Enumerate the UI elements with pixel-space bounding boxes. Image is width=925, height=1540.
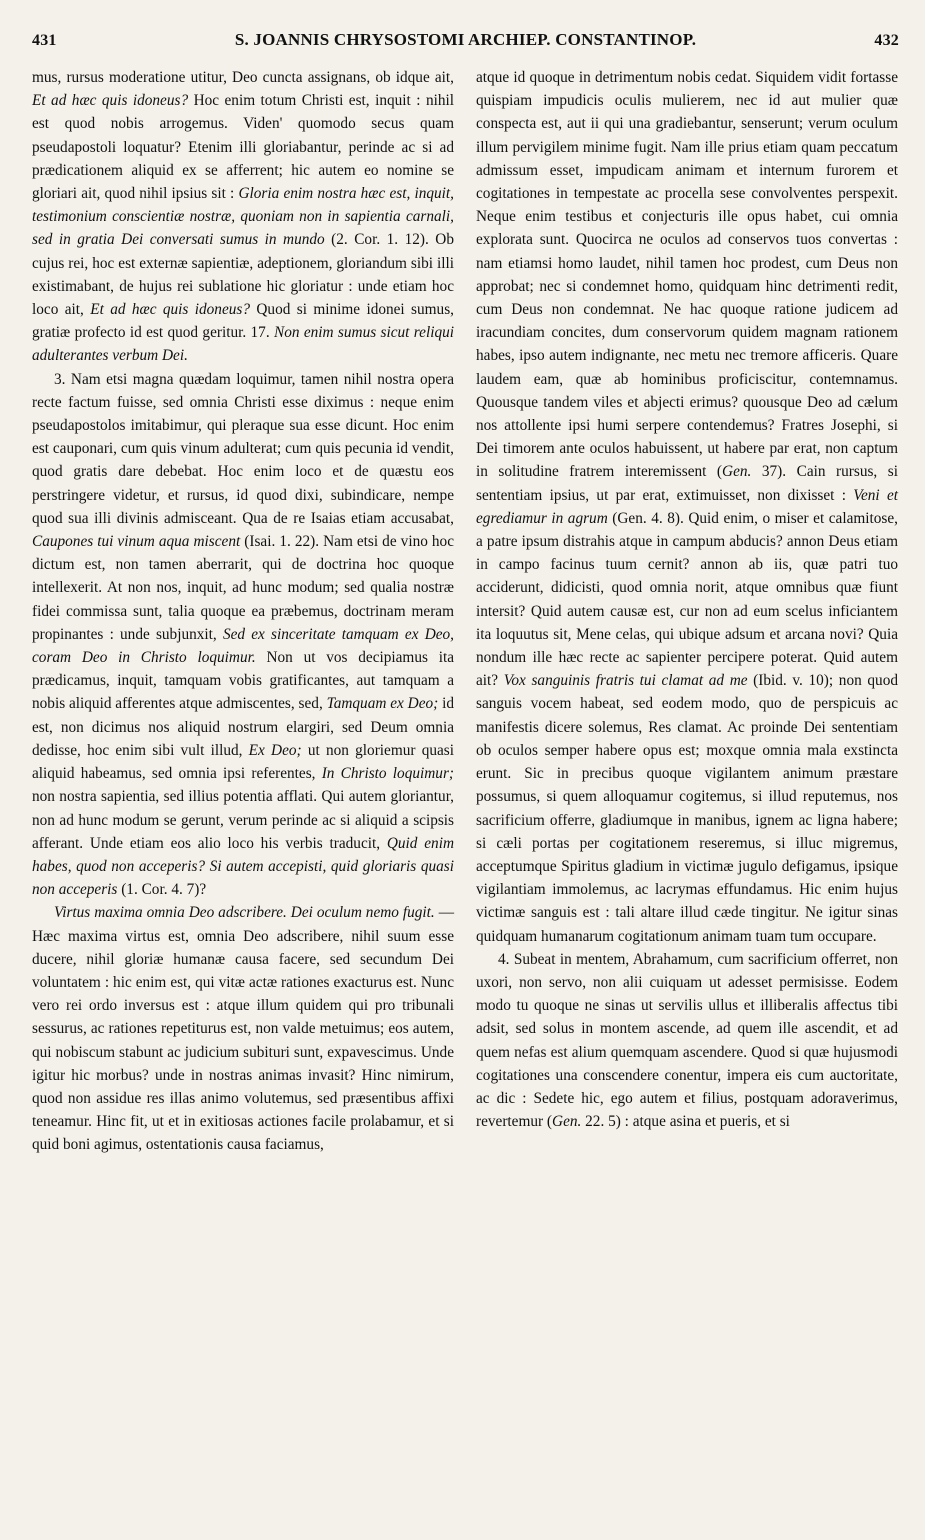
right-column-number: 432 bbox=[874, 32, 899, 49]
section-heading: Virtus maxima omnia Deo adscribere. Dei oculum nemo fugit. bbox=[54, 904, 435, 922]
left-column bbox=[32, 66, 454, 1157]
text-columns bbox=[32, 66, 899, 1157]
paragraph: 4. Subeat in mentem, Abrahamum, cum sacrificium offerret, non uxori, non servo, non alii cuiquam ut adesset permisisse. Eodem modo tu quoque ne sinas ut servilis ullus et illiberalis affectus tibi adsit, sed solus in montem ascende, ad quem ille ascendit, et ad quem nefas est alium quemquam ascendere. Quod si quæ hujusmodi cogitationes una conscendere conentur, impera eis cum auctoritate, ac dic : Sedete hic, ego autem et filius, postquam adoraverimus, revertemur (Gen. 22. 5) : atque asina et pueris, et si bbox=[476, 950, 898, 1131]
left-column-number: 431 bbox=[32, 32, 57, 49]
paragraph: mus, rursus moderatione utitur, Deo cuncta assignans, ob idque ait, Et ad hæc quis idoneus? Hoc enim totum Christi est, inquit : nihil est quod nobis arrogemus. Viden' quomodo secus quam pseudapostoli loquatur? Etenim illi gloriabantur, perinde ac si ad prædicationem aliquid ex se afferrent; hic autem eo nomine se gloriari ait, quod nihil ipsius sit : Gloria enim nostra hæc est, inquit, testimonium conscientiæ nostræ, quoniam non in sapientia carnali, sed in gratia Dei conversati sumus in mundo (2. Cor. 1. 12). Ob cujus rei, hoc est externæ sapientiæ, adeptionem, gloriandum sibi illi existimabant, de hujus rei sublatione hic gloriatur : unde etiam hoc loco ait, Et ad hæc quis idoneus? Quod si minime idonei sumus, gratiæ profecto id est quod geritur. 17. Non enim sumus sicut reliqui adulterantes verbum Dei. bbox=[32, 69, 454, 365]
running-header bbox=[32, 30, 899, 58]
running-title: S. JOANNIS CHRYSOSTOMI ARCHIEP. CONSTANTINOP. bbox=[234, 30, 697, 49]
paragraph: Virtus maxima omnia Deo adscribere. Dei oculum nemo fugit. — Hæc maxima virtus est, omnia Deo adscribere, nihil suum esse ducere, nihil gloriæ humanæ causa facere, sed secundum Dei voluntatem : hic enim est, qui vitæ actæ rationes exacturus est. Nunc vero rei ordo inversus est : atque illum quidem qui pro tribunali sessurus, ac rationes repetiturus est, non valde metuimus; eos autem, qui nobiscum stabunt ac judicium subituri sunt, expavescimus. Unde igitur hic morbus? unde in nostras animas invasit? Hinc nimirum, quod non assidue res illas animo volutemus, sed præsentibus affixi teneamur. Hinc fit, ut et in exitiosas actiones facile prolabamur, et si quid boni agimus, ostentationis causa faciamus, bbox=[32, 904, 454, 1154]
paragraph: atque id quoque in detrimentum nobis cedat. Siquidem vidit fortasse quispiam impudicis oculis mulierem, nec id aut mulier quæ conspecta est, aut ii qui una gradiebantur, senserunt; verum oculum illum pervigilem minime fugit. Nam ille prius etiam quam peccatum admissum esset, impudicam animam et internum furorem et cogitationes in tempestate ac procella sese convolventes perspexit. Neque enim testibus et conjecturis ille opus habet, cui omnia explorata sunt. Quocirca ne oculos ad conservos tuos convertas : nam etiamsi homo laudet, nihil tamen hoc prodest, cum Deus non approbat; nec si condemnet homo, quidquam hinc detrimenti redit, cum Deus non condemnat. Ne hac quoque ratione judicem ad iracundiam concites, dum conservorum quidem magnam rationem habes, ipso autem indignante, nec metu nec tremore afficeris. Quare laudem eam, quæ ab hominibus proficiscitur, contemnamus. Quousque tandem viles et abjecti erimus? quousque Deo ad cælum nos attollente ipsi humi serpere contendemus? Fratres Josephi, si Dei timorem ante oculos habuissent, ut habere par erat, non captum in solitudine fratrem interemissent (Gen. 37). Cain rursus, si sententiam ipsius, ut par erat, extimuisset, non dixisset : Veni et egrediamur in agrum (Gen. 4. 8). Quid enim, o miser et calamitose, a patre ipsum distrahis atque in campum abducis? annon Deus etiam in campo facinus tuum cernit? annon ab iis, quæ patri tuo acciderunt, didicisti, quod omnia norit, atque omnibus quæ fiunt intersit? Quid autem causæ est, cur non ad eum scelus inficiantem ita loquutus sit, Mene celas, qui ubique adsum et arcana novi? Quia nondum ille hæc recte ac sapienter percipere poterat. Quid autem ait? Vox sanguinis fratris tui clamat ad me (Ibid. v. 10); non quod sanguis vocem habeat, sed eodem modo, quo de perspicuis ac manifestis dicere solemus, Res clamat. Ac proinde Dei sententiam ob oculos semper habere opus est; moxque omnia mala exstincta erunt. Sic in precibus quoque vigilantem animum præstare possumus, si quem alloquamur cogitemus, si illud reputemus, nos sacrificium offerre, gladiumque in manibus, ignem ac ligna habere; si cæli portas per cogitationem reseremus, si illuc migremus, acceptumque Spiritus gladium in victimæ jugulo defigamus, ipsique vigilantiam immolemus, ac lacrymas effundamus. Hic enim hujus victimæ sanguis est : tali altare illud cæde tingitur. Ne igitur sinas quidquam humanarum cogitationum animam tuam tum occupare. bbox=[476, 69, 898, 945]
paragraph: 3. Nam etsi magna quædam loquimur, tamen nihil nostra opera recte factum fuisse, sed omnia Christi esse diximus : neque enim pseudapostolos imitabimur, qui pleraque sua esse dicunt. Hoc enim est cauponari, cum quis vinum adulterat; cum quis pecunia id vendit, quod gratis dare debebat. Hoc enim loco et de quæstu eos perstringere videtur, et rursus, id quod dixi, subindicare, nempe quod sua illi divinis admisceant. Qua de re Isaias etiam accusabat, Caupones tui vinum aqua miscent (Isai. 1. 22). Nam etsi de vino hoc dictum est, non tamen aberrarit, qui de doctrina hoc quoque intellexerit. At non nos, inquit, ad hunc modum; sed qualia nostræ fidei commissa sunt, talia quoque ea præbemus, doctrinam meram propinantes : unde subjunxit, Sed ex sinceritate tamquam ex Deo, coram Deo in Christo loquimur. Non ut vos decipiamus ita prædicamus, inquit, tamquam vobis gratificantes, aut tamquam a nobis aliquid afferentes atque admiscentes, sed, Tamquam ex Deo; id est, non dicimus nos aliquid nostrum elargiri, sed Deum omnia dedisse, hoc enim sibi vult illud, Ex Deo; ut non gloriemur quasi aliquid habeamus, sed omnia ipsi referentes, In Christo loquimur; non nostra sapientia, sed illius potentia afflati. Qui autem gloriantur, non ad hunc modum se gerunt, verum perinde ac si aliquid a scipsis afferant. Unde etiam eos alio loco his verbis traducit, Quid enim habes, quod non acceperis? Si autem accepisti, quid gloriaris quasi non acceperis (1. Cor. 4. 7)? bbox=[32, 370, 455, 899]
right-column bbox=[476, 66, 898, 1157]
